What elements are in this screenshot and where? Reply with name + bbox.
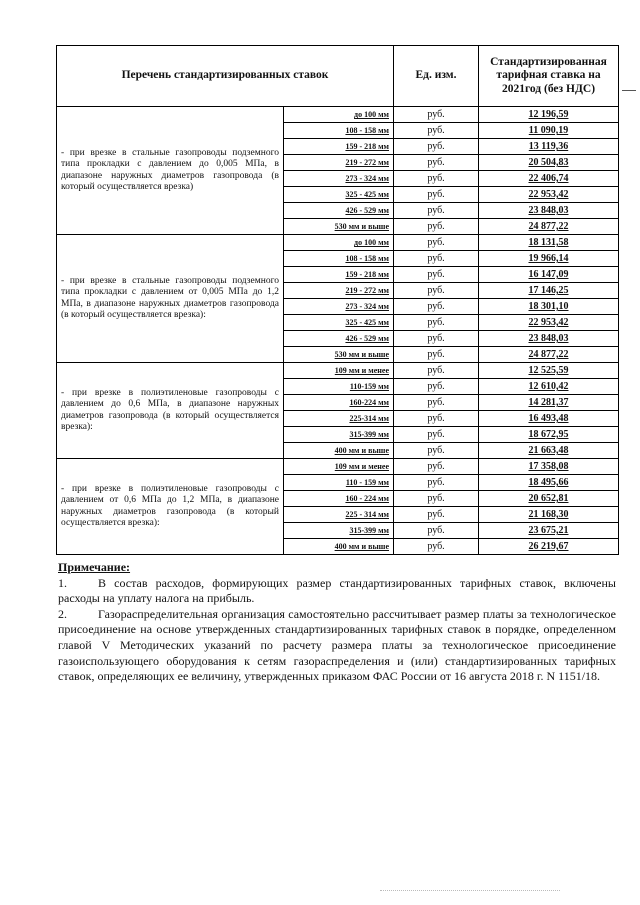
- diameter-range: 160-224 мм: [284, 395, 394, 411]
- unit-cell: руб.: [394, 251, 479, 267]
- unit-cell: руб.: [394, 315, 479, 331]
- diameter-range: 315-399 мм: [284, 427, 394, 443]
- rate-value: 11 090,19: [479, 123, 619, 139]
- diameter-range: 219 - 272 мм: [284, 155, 394, 171]
- diameter-range: 530 мм и выше: [284, 347, 394, 363]
- faint-footer-mark: [380, 890, 560, 897]
- unit-cell: руб.: [394, 427, 479, 443]
- rate-value: 23 848,03: [479, 203, 619, 219]
- rate-value: 22 953,42: [479, 187, 619, 203]
- diameter-range: до 100 мм: [284, 107, 394, 123]
- unit-cell: руб.: [394, 107, 479, 123]
- diameter-range: 110 - 159 мм: [284, 475, 394, 491]
- notes-section: [58, 560, 616, 685]
- unit-cell: руб.: [394, 171, 479, 187]
- diameter-range: 315-399 мм: [284, 523, 394, 539]
- note-text: Газораспределительная организация самостоятельно рассчитывает размер платы за технологическое присоединение на основе утвержденных стандартизированных тарифных ставок в порядке, определенном главой V Методических указаний по расчету размера платы за технологическое присоединение газоиспользующего оборудования к сетям газораспределения и (или) стандартизированных тарифных ставок, определяющих ее величину, утвержденных приказом ФАС России от 16 августа 2018 г. N 1151/18.: [58, 606, 616, 684]
- diameter-range: 110-159 мм: [284, 379, 394, 395]
- unit-cell: руб.: [394, 203, 479, 219]
- diameter-range: 273 - 324 мм: [284, 299, 394, 315]
- diameter-range: 400 мм и выше: [284, 539, 394, 555]
- unit-cell: руб.: [394, 283, 479, 299]
- rate-value: 22 406,74: [479, 171, 619, 187]
- unit-cell: руб.: [394, 523, 479, 539]
- rate-value: 18 495,66: [479, 475, 619, 491]
- rate-value: 12 610,42: [479, 379, 619, 395]
- note-number: 2.: [58, 606, 67, 621]
- unit-cell: руб.: [394, 299, 479, 315]
- rate-value: 14 281,37: [479, 395, 619, 411]
- diameter-range: 400 мм и выше: [284, 443, 394, 459]
- diameter-range: 160 - 224 мм: [284, 491, 394, 507]
- unit-cell: руб.: [394, 507, 479, 523]
- rate-value: 21 168,30: [479, 507, 619, 523]
- diameter-range: 109 мм и менее: [284, 459, 394, 475]
- rate-value: 19 966,14: [479, 251, 619, 267]
- unit-cell: руб.: [394, 219, 479, 235]
- diameter-range: 108 - 158 мм: [284, 123, 394, 139]
- header-unit: Ед. изм.: [394, 46, 479, 107]
- unit-cell: руб.: [394, 539, 479, 555]
- rate-value: 26 219,67: [479, 539, 619, 555]
- diameter-range: 273 - 324 мм: [284, 171, 394, 187]
- note-item-1: [58, 576, 616, 607]
- diameter-range: 219 - 272 мм: [284, 283, 394, 299]
- unit-cell: руб.: [394, 379, 479, 395]
- unit-cell: руб.: [394, 411, 479, 427]
- rate-value: 18 672,95: [479, 427, 619, 443]
- unit-cell: руб.: [394, 123, 479, 139]
- rates-table: [56, 45, 619, 555]
- diameter-range: 225-314 мм: [284, 411, 394, 427]
- diameter-range: до 100 мм: [284, 235, 394, 251]
- rate-value: 12 196,59: [479, 107, 619, 123]
- unit-cell: руб.: [394, 347, 479, 363]
- unit-cell: руб.: [394, 331, 479, 347]
- rate-value: 13 119,36: [479, 139, 619, 155]
- unit-cell: руб.: [394, 443, 479, 459]
- unit-cell: руб.: [394, 475, 479, 491]
- diameter-range: 325 - 425 мм: [284, 315, 394, 331]
- rates-body: [57, 107, 619, 555]
- header-list-title: Перечень стандартизированных ставок: [57, 46, 394, 107]
- diameter-range: 108 - 158 мм: [284, 251, 394, 267]
- note-number: 1.: [58, 575, 67, 590]
- diameter-range: 530 мм и выше: [284, 219, 394, 235]
- diameter-range: 426 - 529 мм: [284, 331, 394, 347]
- margin-mark: [622, 90, 636, 91]
- rate-value: 17 146,25: [479, 283, 619, 299]
- header-rate: Стандартизированная тарифная ставка на 2021год (без НДС): [479, 46, 619, 107]
- group-description: - при врезке в стальные газопроводы подземного типа прокладки с давлением от 0,005 МПа до 1,2 МПа, в диапазоне наружных диаметров газопровода (в который осуществляется врезка):: [57, 235, 284, 363]
- rate-value: 17 358,08: [479, 459, 619, 475]
- rate-value: 20 504,83: [479, 155, 619, 171]
- table-header-row: [57, 46, 619, 107]
- diameter-range: 109 мм и менее: [284, 363, 394, 379]
- unit-cell: руб.: [394, 155, 479, 171]
- rate-value: 23 848,03: [479, 331, 619, 347]
- unit-cell: руб.: [394, 187, 479, 203]
- unit-cell: руб.: [394, 267, 479, 283]
- table-row: [57, 107, 619, 123]
- rate-value: 16 147,09: [479, 267, 619, 283]
- rate-value: 20 652,81: [479, 491, 619, 507]
- rate-value: 21 663,48: [479, 443, 619, 459]
- diameter-range: 225 - 314 мм: [284, 507, 394, 523]
- unit-cell: руб.: [394, 395, 479, 411]
- diameter-range: 426 - 529 мм: [284, 203, 394, 219]
- unit-cell: руб.: [394, 235, 479, 251]
- group-description: - при врезке в стальные газопроводы подземного типа прокладки с давлением до 0,005 МПа, в диапазоне наружных диаметров газопровода (в который осуществляется врезка): [57, 107, 284, 235]
- rate-value: 18 301,10: [479, 299, 619, 315]
- rate-value: 24 877,22: [479, 219, 619, 235]
- rate-value: 23 675,21: [479, 523, 619, 539]
- rate-value: 24 877,22: [479, 347, 619, 363]
- notes-title: Примечание:: [58, 560, 131, 574]
- note-item-2: [58, 607, 616, 685]
- diameter-range: 159 - 218 мм: [284, 267, 394, 283]
- rate-value: 18 131,58: [479, 235, 619, 251]
- group-description: - при врезке в полиэтиленовые газопроводы с давлением до 0,6 МПа, в диапазоне наружных диаметров газопровода (в который осуществляется врезка):: [57, 363, 284, 459]
- rate-value: 22 953,42: [479, 315, 619, 331]
- table-row: [57, 459, 619, 475]
- note-text: В состав расходов, формирующих размер стандартизированных тарифных ставок, включены расходы на уплату налога на прибыль.: [58, 575, 616, 606]
- diameter-range: 159 - 218 мм: [284, 139, 394, 155]
- table-row: [57, 363, 619, 379]
- diameter-range: 325 - 425 мм: [284, 187, 394, 203]
- unit-cell: руб.: [394, 491, 479, 507]
- rate-value: 16 493,48: [479, 411, 619, 427]
- table-row: [57, 235, 619, 251]
- unit-cell: руб.: [394, 459, 479, 475]
- unit-cell: руб.: [394, 363, 479, 379]
- unit-cell: руб.: [394, 139, 479, 155]
- rate-value: 12 525,59: [479, 363, 619, 379]
- group-description: - при врезке в полиэтиленовые газопроводы с давлением от 0,6 МПа до 1,2 МПа, в диапазоне наружных диаметров газопровода (в который осуществляется врезка):: [57, 459, 284, 555]
